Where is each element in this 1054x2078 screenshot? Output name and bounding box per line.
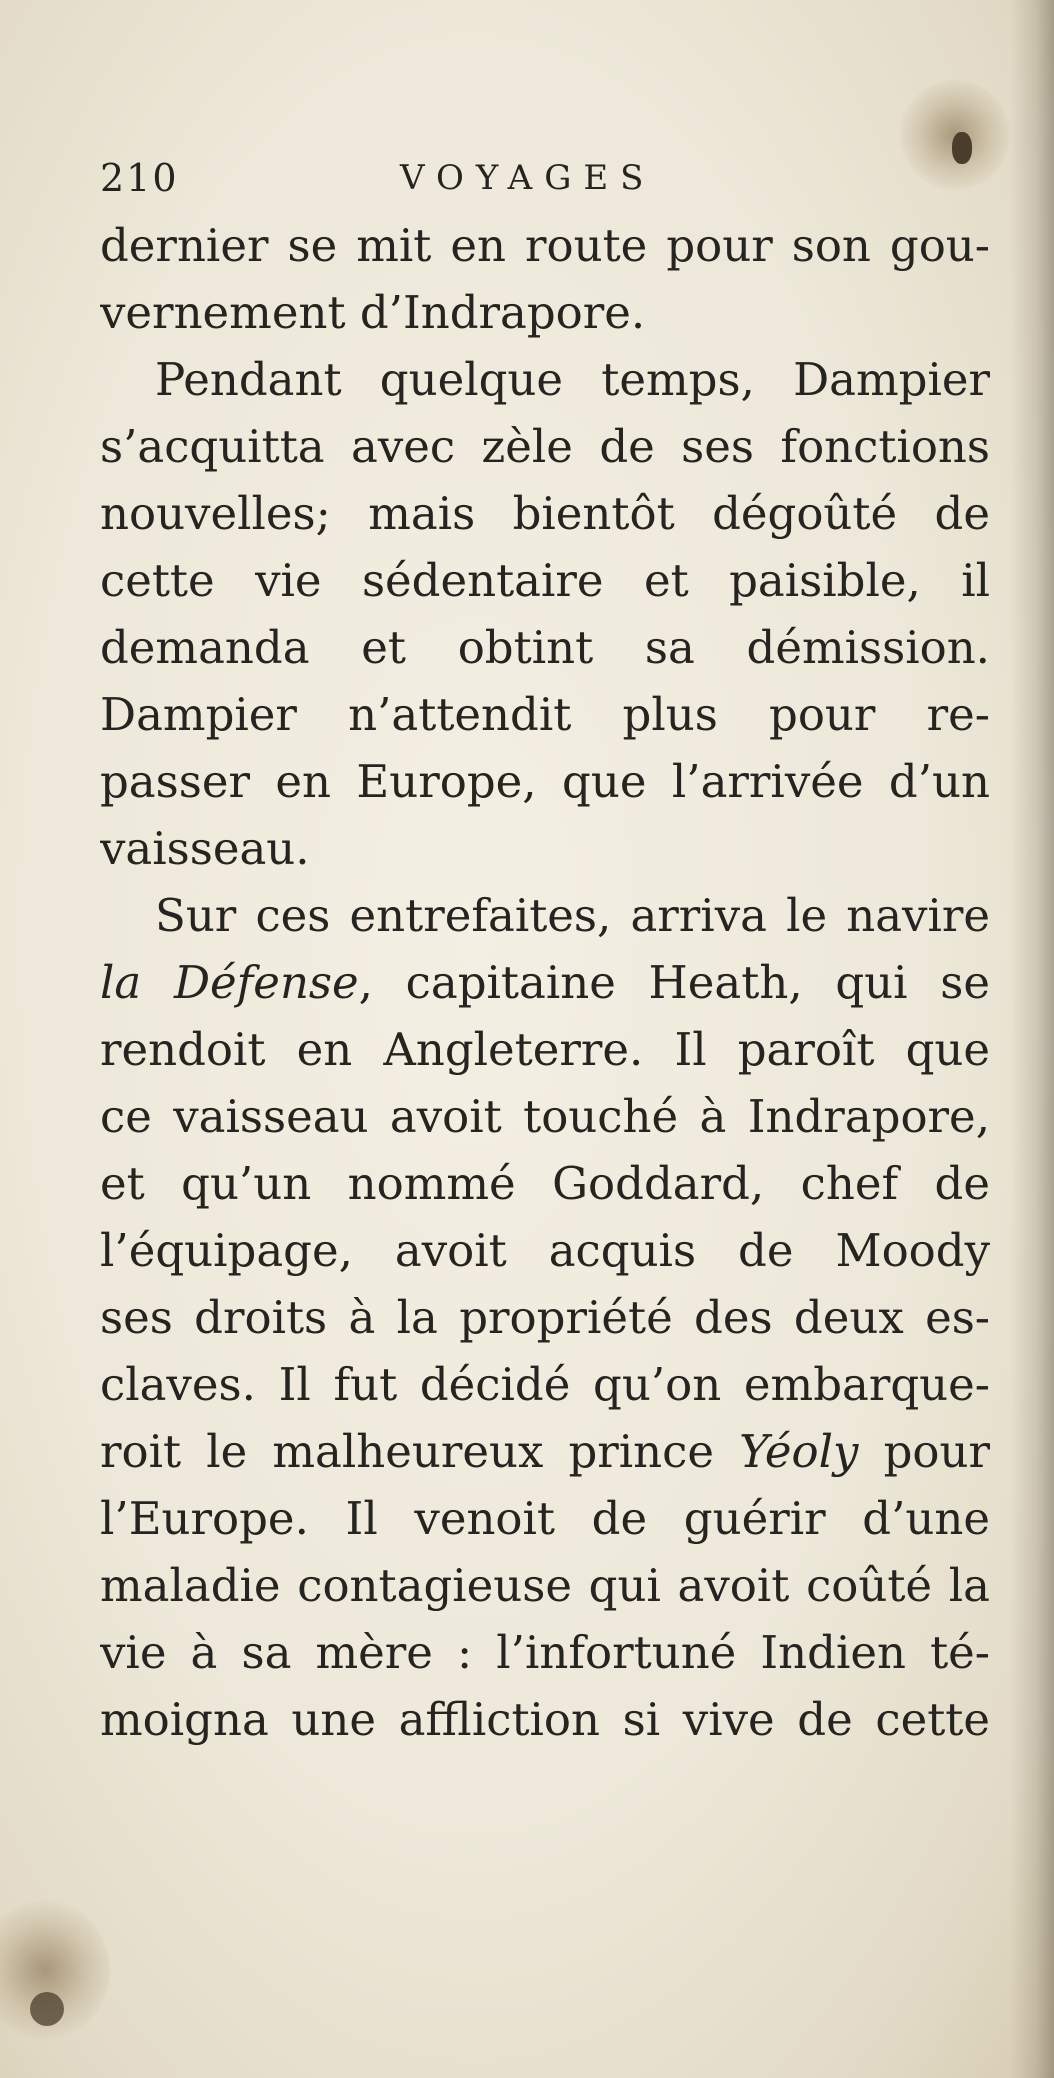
text-line: passer en Europe, que l’arrivée d’un	[100, 755, 990, 808]
text-line: roit le malheureux prince Yéoly pour	[100, 1425, 990, 1478]
text-line: maladie contagieuse qui avoit coûté la	[100, 1559, 990, 1612]
ship-name: la Défense	[100, 956, 359, 1009]
text-line: cette vie sédentaire et paisible, il	[100, 554, 990, 607]
text-line: dernier se mit en route pour son gou-	[100, 219, 990, 272]
text-line: la Défense, capitaine Heath, qui se	[100, 956, 990, 1009]
text-line: ses droits à la propriété des deux es-	[100, 1291, 990, 1344]
text-line: ce vaisseau avoit touché à Indrapore,	[100, 1090, 990, 1143]
text-line: vie à sa mère : l’infortuné Indien té-	[100, 1626, 990, 1679]
text-line: l’Europe. Il venoit de guérir d’une	[100, 1492, 990, 1545]
text-line: vernement d’Indrapore.	[100, 286, 646, 339]
text-line: l’équipage, avoit acquis de Moody	[100, 1224, 990, 1277]
text-line: Pendant quelque temps, Dampier	[155, 353, 990, 406]
page-edge-shadow	[1010, 0, 1054, 2078]
running-head: VOYAGES	[400, 158, 656, 198]
text-line: Dampier n’attendit plus pour re-	[100, 688, 990, 741]
prince-name: Yéoly	[739, 1425, 859, 1478]
ink-blot	[30, 1992, 64, 2026]
text-line: claves. Il fut décidé qu’on embarque-	[100, 1358, 990, 1411]
text-line: nouvelles; mais bientôt dégoûté de	[100, 487, 990, 540]
text-line: s’acquitta avec zèle de ses fonctions	[100, 420, 990, 473]
body-text	[100, 212, 990, 1753]
text-line: moigna une affliction si vive de cette	[100, 1693, 990, 1746]
page-header	[100, 148, 980, 208]
text-line: rendoit en Angleterre. Il paroît que	[100, 1023, 990, 1076]
text-line: demanda et obtint sa démission.	[100, 621, 990, 674]
text-line: vaisseau.	[100, 822, 310, 875]
text-line: et qu’un nommé Goddard, chef de	[100, 1157, 990, 1210]
text-line: Sur ces entrefaites, arriva le navire	[155, 889, 990, 942]
page-number: 210	[100, 156, 179, 200]
